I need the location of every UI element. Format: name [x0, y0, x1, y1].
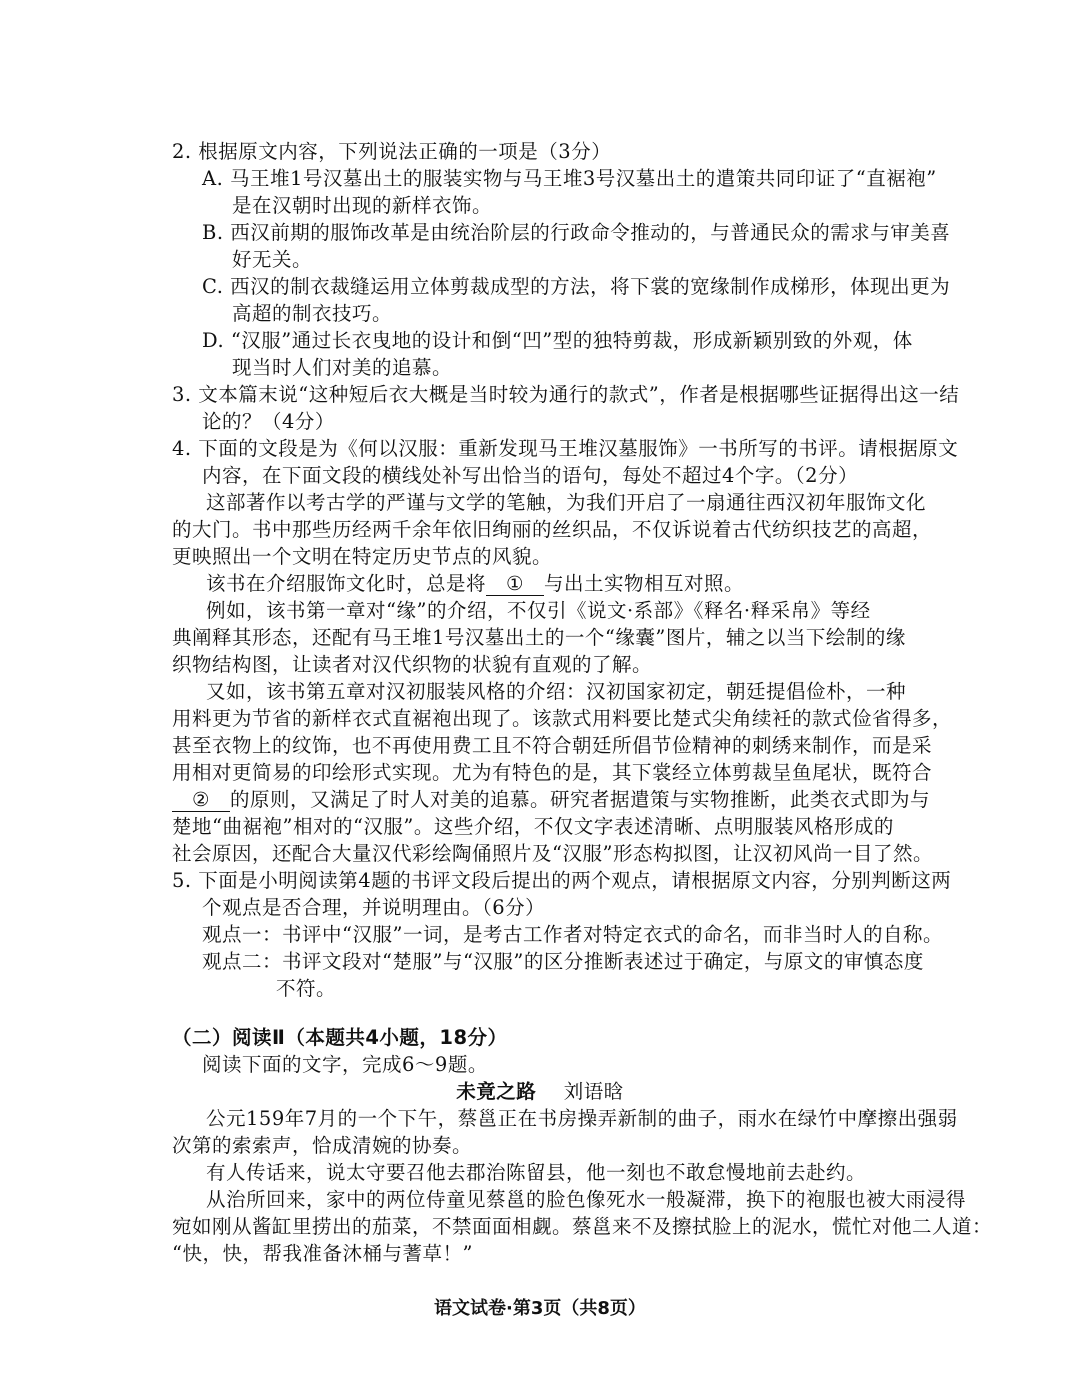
q2-option-c-line1: C. 西汉的制衣裁缝运用立体剪裁成型的方法，将下裳的宽缘制作成梯形，体现出更为 [202, 275, 951, 298]
review-p4-line3: 甚至衣物上的纹饰，也不再使用费工且不符合朝廷所倡节俭精神的刺绣来制作，而是采 [172, 734, 933, 757]
article-p3-line2: 宛如刚从酱缸里捞出的茄菜，不禁面面相觑。蔡邕来不及擦拭脸上的泥水，慌忙对他二人道： [172, 1215, 993, 1238]
review-p3-line3: 织物结构图，让读者对汉代织物的状貌有直观的了解。 [172, 653, 653, 676]
q2-option-a-line2: 是在汉朝时出现的新样衣饰。 [232, 194, 493, 217]
q5-viewpoint-2-line1: 观点二：书评文段对“楚服”与“汉服”的区分推断表述过于确定，与原文的审慎态度 [202, 950, 924, 973]
q2-option-b-line2: 好无关。 [232, 248, 313, 271]
q2-option-c-line2: 高超的制衣技巧。 [232, 302, 393, 325]
q5-viewpoint-2-line2: 不符。 [276, 977, 337, 1000]
review-p3-line1: 例如，该书第一章对“缘”的介绍，不仅引《说文·系部》《释名·释采帛》等经 [206, 599, 871, 622]
q2-option-d-line1: D. “汉服”通过长衣曳地的设计和倒“凹”型的独特剪裁，形成新颖别致的外观，体 [202, 329, 913, 352]
review-p4-line1: 又如，该书第五章对汉初服装风格的介绍：汉初国家初定，朝廷提倡俭朴，一种 [206, 680, 907, 703]
review-p2-text-a: 该书在介绍服饰文化时，总是将 [206, 572, 487, 595]
review-p4-line5 [172, 786, 930, 814]
review-p3-line2: 典阐释其形态，还配有马王堆1号汉墓出土的一个“缘囊”图片，辅之以当下绘制的缘 [172, 626, 906, 649]
fill-blank-1[interactable]: ① [486, 573, 544, 596]
q2-option-d-line2: 现当时人们对美的追慕。 [232, 356, 453, 379]
q3-line2: 论的？（4分） [202, 410, 335, 433]
review-p1-line2: 的大门。书中那些历经两千余年依旧绚丽的丝织品，不仅诉说着古代纺织技艺的高超， [172, 518, 933, 541]
review-p2 [206, 570, 744, 598]
review-p1-line1: 这部著作以考古学的严谨与文学的笔触，为我们开启了一扇通往西汉初年服饰文化 [206, 491, 927, 514]
article-title: 未竟之路 [456, 1080, 537, 1103]
page-footer: 语文试卷·第3页（共8页） [434, 1298, 646, 1319]
q2-option-b-line1: B. 西汉前期的服饰改革是由统治阶层的行政命令推动的，与普通民众的需求与审美喜 [202, 221, 951, 244]
q4-line1: 4. 下面的文段是为《何以汉服：重新发现马王堆汉墓服饰》一书所写的书评。请根据原文 [172, 437, 959, 460]
q2-option-a-line1: A. 马王堆1号汉墓出土的服装实物与马王堆3号汉墓出土的遣策共同印证了“直裾袍” [202, 167, 937, 190]
q3-line1: 3. 文本篇末说“这种短后衣大概是当时较为通行的款式”，作者是根据哪些证据得出这一结 [172, 383, 960, 406]
fill-blank-2[interactable]: ② [172, 789, 230, 812]
q5-line1: 5. 下面是小明阅读第4题的书评文段后提出的两个观点，请根据原文内容，分别判断这两 [172, 869, 952, 892]
review-p1-line3: 更映照出一个文明在特定历史节点的风貌。 [172, 545, 553, 568]
review-p2-text-b: 与出土实物相互对照。 [544, 572, 745, 595]
review-p4-line4: 用相对更简易的印绘形式实现。尤为有特色的是，其下裳经立体剪裁呈鱼尾状，既符合 [172, 761, 933, 784]
section-2-heading: （二）阅读Ⅱ（本题共4小题，18分） [172, 1026, 508, 1049]
q5-line2: 个观点是否合理，并说明理由。（6分） [202, 896, 546, 919]
article-p2: 有人传话来，说太守要召他去郡治陈留县，他一刻也不敢怠慢地前去赴约。 [206, 1161, 867, 1184]
article-p1-line1: 公元159年7月的一个下午，蔡邕正在书房操弄新制的曲子，雨水在绿竹中摩擦出强弱 [206, 1107, 958, 1130]
section-2-instruction: 阅读下面的文字，完成6～9题。 [202, 1053, 488, 1076]
review-p4-line2: 用料更为节省的新样衣式直裾袍出现了。该款式用料要比楚式尖角续衽的款式俭省得多， [172, 707, 953, 730]
q5-viewpoint-1: 观点一：书评中“汉服”一词，是考古工作者对特定衣式的命名，而非当时人的自称。 [202, 923, 943, 946]
article-p3-line1: 从治所回来，家中的两位侍童见蔡邕的脸色像死水一般凝滞，换下的袍服也被大雨浸得 [206, 1188, 967, 1211]
q4-line2: 内容，在下面文段的横线处补写出恰当的语句，每处不超过4个字。（2分） [202, 464, 859, 487]
review-p4-line5-text: 的原则，又满足了时人对美的追慕。研究者据遣策与实物推断，此类衣式即为与 [230, 788, 931, 811]
article-p3-line3: “快，快，帮我准备沐桶与蓍草！” [172, 1242, 473, 1265]
q2-stem: 2. 根据原文内容，下列说法正确的一项是（3分） [172, 140, 612, 163]
article-heading [0, 1078, 1080, 1106]
article-p1-line2: 次第的索索声，恰成清婉的协奏。 [172, 1134, 473, 1157]
review-p4-line6: 楚地“曲裾袍”相对的“汉服”。这些介绍，不仅文字表述清晰、点明服装风格形成的 [172, 815, 894, 838]
review-p4-line7: 社会原因，还配合大量汉代彩绘陶俑照片及“汉服”形态构拟图，让汉初风尚一目了然。 [172, 842, 933, 865]
article-author: 刘语晗 [563, 1080, 624, 1103]
